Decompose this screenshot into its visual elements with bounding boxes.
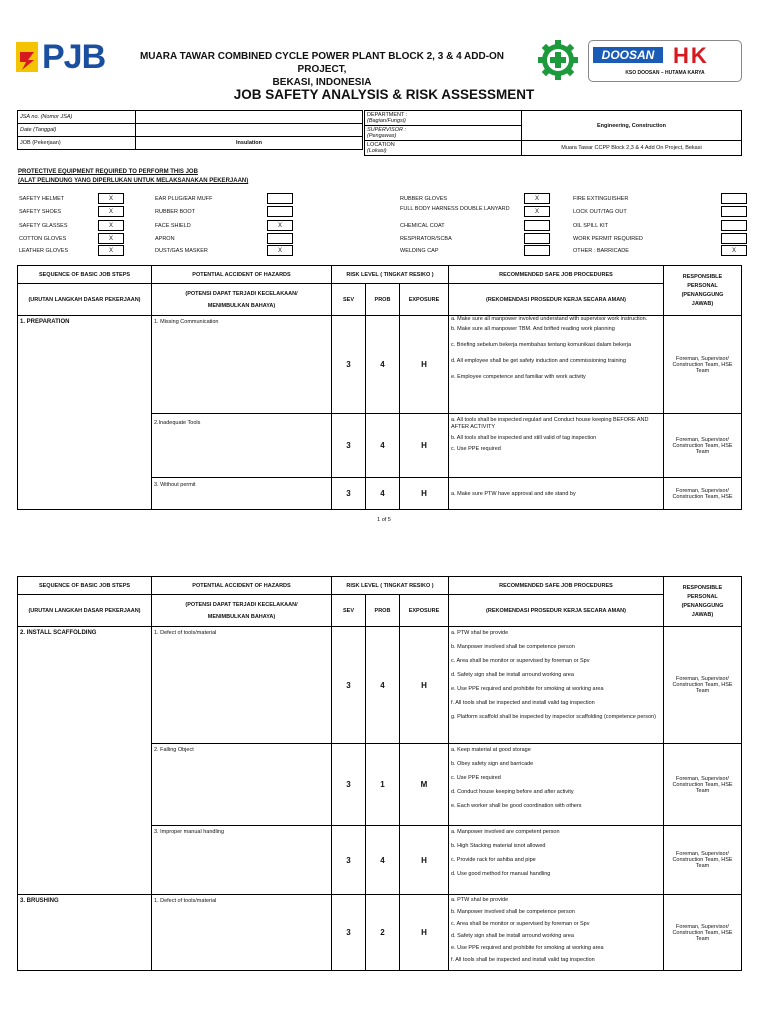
location-value: Muara Tawar CCPP Block 2,3 & 4 Add On Project, Bekasi bbox=[522, 141, 742, 156]
job-step: 2. INSTALL SCAFFOLDING bbox=[18, 627, 152, 895]
severity: 3 bbox=[332, 414, 366, 478]
project-title bbox=[132, 50, 512, 89]
procedures bbox=[449, 414, 664, 478]
ppe-label: FIRE EXTINGUISHER bbox=[573, 196, 629, 202]
table-row bbox=[18, 316, 742, 414]
department-label bbox=[365, 111, 522, 126]
header-step-sub: (URUTAN LANGKAH DASAR PEKERJAAN) bbox=[18, 595, 152, 627]
header-hazard-sub2: MENIMBULKAN BAHAYA) bbox=[207, 613, 276, 620]
severity: 3 bbox=[332, 627, 366, 744]
header-step-sub: (URUTAN LANGKAH DASAR PEKERJAAN) bbox=[18, 284, 152, 316]
ppe-label: CHEMICAL COAT bbox=[400, 223, 445, 229]
ppe-label: WORK PERMIT REQUIRED bbox=[573, 236, 643, 242]
ppe-label: LOCK OUT/TAG OUT bbox=[573, 209, 627, 215]
exposure: H bbox=[400, 316, 449, 414]
procedure-item: c. Use PPE required bbox=[451, 446, 501, 452]
probability: 4 bbox=[366, 826, 400, 895]
hazard: 3. Improper manual handling bbox=[152, 826, 332, 895]
exposure: H bbox=[400, 627, 449, 744]
project-title-line1: MUARA TAWAR COMBINED CYCLE POWER PLANT BLOCK 2, 3 & 4 ADD-ON PROJECT, bbox=[139, 51, 505, 75]
severity: 3 bbox=[332, 316, 366, 414]
ppe-label: COTTON GLOVES bbox=[19, 236, 67, 242]
job-info-table-left bbox=[17, 110, 363, 150]
procedure-item: a. Keep material at good storage bbox=[451, 747, 531, 753]
ppe-label: LEATHER GLOVES bbox=[19, 248, 69, 254]
gear-cross-logo bbox=[538, 40, 578, 80]
job-step: 3. BRUSHING bbox=[18, 895, 152, 971]
severity: 3 bbox=[332, 895, 366, 971]
supervisor-label bbox=[365, 126, 522, 141]
header-responsible bbox=[664, 577, 742, 627]
ppe-checkbox[interactable]: X bbox=[98, 220, 124, 231]
responsible: Foreman, Supervisor/ Construction Team, HSE Team bbox=[664, 316, 742, 414]
severity: 3 bbox=[332, 744, 366, 826]
ppe-checkbox[interactable] bbox=[524, 233, 550, 244]
procedures bbox=[449, 627, 664, 744]
procedure-item: c. Provide rack for ashiba and pipe bbox=[451, 857, 536, 863]
ppe-label: RESPIRATOR/SCBA bbox=[400, 236, 452, 242]
header-responsible-l2: PERSONAL bbox=[687, 593, 718, 600]
responsible: Foreman, Supervisor/ Construction Team, HSE Team bbox=[664, 627, 742, 744]
procedures bbox=[449, 744, 664, 826]
ppe-label: SAFETY GLASSES bbox=[19, 223, 68, 229]
responsible: Foreman, Supervisor/ Construction Team, HSE bbox=[664, 478, 742, 510]
procedure-item: c. Briefing sebelum bekerja membahas tentang komunikasi dalam bekerja bbox=[451, 342, 632, 348]
ppe-heading-id: (ALAT PELINDUNG YANG DIPERLUKAN UNTUK MELAKSANAKAN PEKERJAAN) bbox=[18, 178, 249, 184]
table-row bbox=[18, 627, 742, 744]
header-hazard: POTENTIAL ACCIDENT OF HAZARDS bbox=[152, 266, 332, 284]
probability: 4 bbox=[366, 627, 400, 744]
ppe-checkbox[interactable] bbox=[267, 233, 293, 244]
ppe-checkbox[interactable] bbox=[721, 220, 747, 231]
ppe-checkbox[interactable]: X bbox=[524, 193, 550, 204]
ppe-checkbox[interactable]: X bbox=[98, 206, 124, 217]
job-step: 1. PREPARATION bbox=[18, 316, 152, 510]
procedure-item: a. Make sure all manpower involved understand with supervisor work instruction. bbox=[451, 316, 648, 322]
procedure-item: b. Manpower involved shall be competence person bbox=[451, 644, 575, 650]
job-info-table-right bbox=[364, 110, 742, 156]
header-prob: PROB bbox=[366, 284, 400, 316]
procedures bbox=[449, 316, 664, 414]
ppe-checkbox[interactable]: X bbox=[267, 220, 293, 231]
procedures bbox=[449, 478, 664, 510]
procedure-item: e. Each worker shall be good coordination with others bbox=[451, 803, 582, 809]
jsa-no-label: JSA no. (Nomor JSA) bbox=[18, 111, 136, 124]
procedure-item: e. Use PPE required and prohibite for smoking at working area bbox=[451, 945, 604, 951]
header-responsible-l1: RESPONSIBLE bbox=[682, 584, 723, 591]
header-hazard-sub bbox=[152, 284, 332, 316]
ppe-label: RUBBER BOOT bbox=[155, 209, 196, 215]
ppe-checkbox[interactable] bbox=[721, 206, 747, 217]
ppe-checkbox[interactable]: X bbox=[98, 193, 124, 204]
procedure-item: b. All tools shall be inspected and still valid of tag inspection bbox=[451, 435, 597, 441]
procedure-item: b. Obey safety sign and barricade bbox=[451, 761, 534, 767]
doosan-text: DOOSAN bbox=[593, 47, 663, 63]
procedure-item: a. All tools shall be inspected regularl and Conduct house keeping BEFORE AND AFTER ACTIVITY bbox=[451, 417, 649, 430]
department-value: Engineering, Construction bbox=[522, 111, 742, 141]
procedure-item: f. All tools shall be inspected and install valid tag inspection bbox=[451, 957, 595, 963]
procedure-item: d. Conduct house keeping before and after activity bbox=[451, 789, 574, 795]
header-responsible-l1: RESPONSIBLE bbox=[682, 273, 723, 280]
procedure-item: b. High Stacking material isnot allowed bbox=[451, 843, 546, 849]
header-responsible bbox=[664, 266, 742, 316]
hazard: 1. Defect of tools/material bbox=[152, 895, 332, 971]
severity: 3 bbox=[332, 826, 366, 895]
ppe-checkbox[interactable] bbox=[524, 220, 550, 231]
hazard: 3. Without permit bbox=[152, 478, 332, 510]
ppe-label: EAR PLUG/EAR MUFF bbox=[155, 196, 213, 202]
procedure-item: c. Area shall be monitor or supervised by foreman or Spv bbox=[451, 921, 590, 927]
ppe-label: SAFETY SHOES bbox=[19, 209, 62, 215]
header-hazard-sub1: (POTENSI DAPAT TERJADI KECELAKAAN/ bbox=[185, 290, 298, 297]
procedure-item: d. Use good method for manual handling bbox=[451, 871, 551, 877]
hk-text: HK bbox=[673, 43, 709, 68]
hazard: 1. Defect of tools/material bbox=[152, 627, 332, 744]
header-step: SEQUENCE OF BASIC JOB STEPS bbox=[18, 266, 152, 284]
ppe-checkbox[interactable]: X bbox=[721, 245, 747, 256]
procedure-item: b. Make sure all manpower TBM. And brifted reading work planning bbox=[451, 326, 615, 332]
location-sub: (Lokasi) bbox=[367, 148, 387, 154]
hazard: 2.Inadequate Tools bbox=[152, 414, 332, 478]
header-hazard-sub2: MENIMBULKAN BAHAYA) bbox=[207, 302, 276, 309]
ppe-label: FACE SHIELD bbox=[155, 223, 191, 229]
exposure: M bbox=[400, 744, 449, 826]
ppe-label: RUBBER GLOVES bbox=[400, 196, 448, 202]
procedure-item: f. All tools shall be inspected and install valid tag inspection bbox=[451, 700, 595, 706]
project-title-line2: BEKASI, INDONESIA bbox=[272, 77, 372, 88]
header-procedures-sub: (REKOMENDASI PROSEDUR KERJA SECARA AMAN) bbox=[449, 595, 664, 627]
responsible: Foreman, Supervisor/ Construction Team, HSE Team bbox=[664, 895, 742, 971]
jsa-no-value[interactable] bbox=[136, 111, 363, 124]
ppe-checkbox[interactable] bbox=[721, 193, 747, 204]
doosan-hk-caption: KSO DOOSAN – HUTAMA KARYA bbox=[625, 70, 705, 76]
ppe-checkbox[interactable]: X bbox=[524, 206, 550, 217]
header-exposure: EXPOSURE bbox=[400, 595, 449, 627]
header-sev: SEV bbox=[332, 284, 366, 316]
procedure-item: e. Employee competence and familiar with work activity bbox=[451, 374, 586, 380]
responsible: Foreman, Supervisor/ Construction Team, HSE Team bbox=[664, 744, 742, 826]
header-risk-level: RISK LEVEL ( TINGKAT RESIKO ) bbox=[332, 266, 449, 284]
header-step: SEQUENCE OF BASIC JOB STEPS bbox=[18, 577, 152, 595]
supervisor-sub: (Pengawas) bbox=[367, 133, 397, 139]
probability: 4 bbox=[366, 316, 400, 414]
header-procedures: RECOMMENDED SAFE JOB PROCEDURES bbox=[449, 266, 664, 284]
header-responsible-l2: PERSONAL bbox=[687, 282, 718, 289]
probability: 4 bbox=[366, 414, 400, 478]
header-prob: PROB bbox=[366, 595, 400, 627]
ppe-heading bbox=[18, 168, 248, 186]
procedures bbox=[449, 895, 664, 971]
ppe-label: WELDING CAP bbox=[400, 248, 439, 254]
ppe-checkbox[interactable] bbox=[721, 233, 747, 244]
supervisor-title: SUPERVISOR : bbox=[367, 127, 407, 133]
job-value: Insulation bbox=[136, 137, 363, 150]
header-responsible-l4: JAWAB) bbox=[691, 300, 714, 307]
header-hazard-sub bbox=[152, 595, 332, 627]
responsible: Foreman, Supervisor/ Construction Team, HSE Team bbox=[664, 826, 742, 895]
probability: 2 bbox=[366, 895, 400, 971]
ppe-checkbox[interactable] bbox=[267, 193, 293, 204]
ppe-checkbox[interactable]: X bbox=[98, 245, 124, 256]
probability: 1 bbox=[366, 744, 400, 826]
job-label: JOB (Pekerjaan) bbox=[18, 137, 136, 150]
severity: 3 bbox=[332, 478, 366, 510]
procedure-item: a. Manpower involved are competent person bbox=[451, 829, 560, 835]
hazard: 2. Falling Object bbox=[152, 744, 332, 826]
ppe-label: DUST/GAS MASKER bbox=[155, 248, 208, 254]
hazard: 1. Missing Communication bbox=[152, 316, 332, 414]
ppe-label: APRON bbox=[155, 236, 175, 242]
header-risk-level: RISK LEVEL ( TINGKAT RESIKO ) bbox=[332, 577, 449, 595]
procedure-item: d. All employee shall be get safety induction and commissioning training bbox=[451, 358, 626, 364]
location-title: LOCATION bbox=[367, 142, 395, 148]
ppe-label: FULL BODY HARNESS DOUBLE LANYARD bbox=[400, 206, 510, 212]
doosan-hk-logo bbox=[588, 40, 742, 82]
department-title: DEPARTMENT : bbox=[367, 112, 408, 118]
ppe-label: OIL SPILL KIT bbox=[573, 223, 609, 229]
date-label: Date (Tanggal) bbox=[18, 124, 136, 137]
ppe-checkbox[interactable]: X bbox=[267, 245, 293, 256]
department-sub: (Bagian/Fungsi) bbox=[367, 118, 406, 124]
header-responsible-l3: (PENANGGUNG bbox=[681, 291, 724, 298]
procedure-item: d. Safety sign shall be install arround working area bbox=[451, 672, 574, 678]
pjb-logo: PJB bbox=[14, 38, 114, 80]
procedure-item: e. Use PPE required and prohibite for smoking at working area bbox=[451, 686, 604, 692]
ppe-checkbox[interactable] bbox=[524, 245, 550, 256]
responsible: Foreman, Supervisor/ Construction Team, HSE Team bbox=[664, 414, 742, 478]
header-exposure: EXPOSURE bbox=[400, 284, 449, 316]
ppe-label: OTHER : BARRICADE bbox=[573, 248, 629, 254]
jsa-table-page2 bbox=[17, 576, 742, 971]
procedure-item: c. Use PPE required bbox=[451, 775, 501, 781]
header-sev: SEV bbox=[332, 595, 366, 627]
ppe-heading-en: PROTECTIVE EQUIPMENT REQUIRED TO PERFORM THIS JOB bbox=[18, 169, 198, 175]
header-hazard-sub1: (POTENSI DAPAT TERJADI KECELAKAAN/ bbox=[185, 601, 298, 608]
procedure-item: a. Make sure PTW have approval and site stand by bbox=[451, 490, 576, 497]
exposure: H bbox=[400, 414, 449, 478]
header-hazard: POTENTIAL ACCIDENT OF HAZARDS bbox=[152, 577, 332, 595]
procedure-item: a. PTW shal be provide bbox=[451, 630, 509, 636]
location-label bbox=[365, 141, 522, 156]
page-number: 1 of 5 bbox=[377, 517, 391, 523]
procedure-item: a. PTW shal be provide bbox=[451, 897, 509, 903]
ppe-checkbox[interactable]: X bbox=[98, 233, 124, 244]
header-responsible-l3: (PENANGGUNG bbox=[681, 602, 724, 609]
ppe-label: SAFETY HELMET bbox=[19, 196, 65, 202]
procedures bbox=[449, 826, 664, 895]
date-value[interactable] bbox=[136, 124, 363, 137]
page-title: JOB SAFETY ANALYSIS & RISK ASSESSMENT bbox=[233, 87, 535, 102]
table-row bbox=[18, 895, 742, 971]
ppe-checkbox[interactable] bbox=[267, 206, 293, 217]
header-responsible-l4: JAWAB) bbox=[691, 611, 714, 618]
procedure-item: c. Area shall be monitor or supervised by foreman or Spv bbox=[451, 658, 590, 664]
exposure: H bbox=[400, 895, 449, 971]
header-procedures-sub: (REKOMENDASI PROSEDUR KERJA SECARA AMAN) bbox=[449, 284, 664, 316]
procedure-item: g. Platform scaffold shall be inspected by inspector scaffolding (competence person) bbox=[451, 714, 656, 720]
probability: 4 bbox=[366, 478, 400, 510]
exposure: H bbox=[400, 826, 449, 895]
header-procedures: RECOMMENDED SAFE JOB PROCEDURES bbox=[449, 577, 664, 595]
jsa-table-page1 bbox=[17, 265, 742, 510]
exposure: H bbox=[400, 478, 449, 510]
procedure-item: b. Manpower involved shall be competence person bbox=[451, 909, 575, 915]
procedure-item: d. Safety sign shall be install arround working area bbox=[451, 933, 574, 939]
